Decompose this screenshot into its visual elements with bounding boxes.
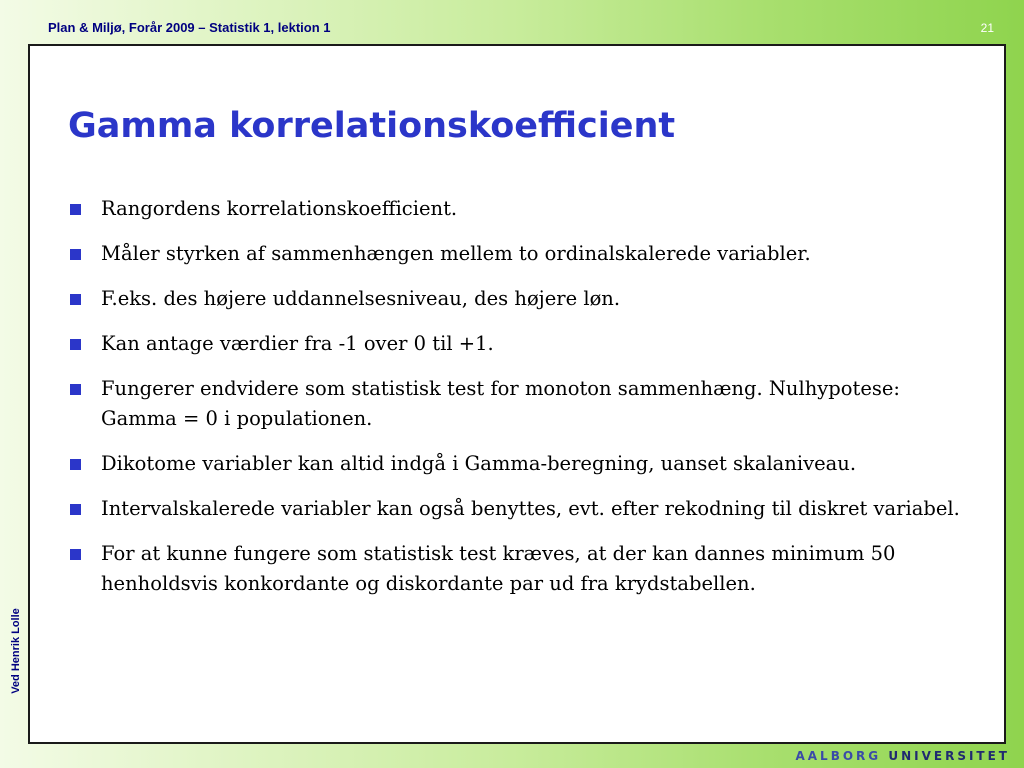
bullet-text: Fungerer endvidere som statistisk test for monoton sammenhæng. Nulhypotese: Gamma = 0 i populationen. (101, 377, 900, 430)
bullet-item (70, 374, 980, 434)
bullet-list (70, 194, 980, 614)
bullet-text: Dikotome variabler kan altid indgå i Gamma-beregning, uanset skalaniveau. (101, 452, 857, 475)
square-bullet-icon (70, 504, 81, 515)
square-bullet-icon (70, 384, 81, 395)
square-bullet-icon (70, 549, 81, 560)
square-bullet-icon (70, 249, 81, 260)
bullet-text: For at kunne fungere som statistisk test kræves, at der kan dannes minimum 50 henholdsvis konkordante og diskordante par ud fra krydstabellen. (101, 542, 896, 595)
square-bullet-icon (70, 339, 81, 350)
bullet-text: Rangordens korrelationskoefficient. (101, 197, 458, 220)
bullet-item (70, 329, 980, 359)
square-bullet-icon (70, 294, 81, 305)
course-title: Plan & Miljø, Forår 2009 – Statistik 1, lektion 1 (48, 20, 331, 35)
slide-content-frame (28, 44, 1006, 744)
logo-aalborg-text: AALBORG (795, 749, 882, 763)
bullet-item (70, 284, 980, 314)
bullet-text: Intervalskalerede variabler kan også benyttes, evt. efter rekodning til diskret variabel. (101, 497, 960, 520)
bullet-item (70, 239, 980, 269)
bullet-item (70, 539, 980, 599)
bullet-item (70, 494, 980, 524)
slide-title: Gamma korrelationskoefficient (68, 106, 676, 146)
bullet-text: Kan antage værdier fra -1 over 0 til +1. (101, 332, 494, 355)
square-bullet-icon (70, 459, 81, 470)
page-number: 21 (980, 21, 994, 35)
bullet-text: F.eks. des højere uddannelsesniveau, des højere løn. (101, 287, 621, 310)
bullet-item (70, 449, 980, 479)
square-bullet-icon (70, 204, 81, 215)
bullet-item (70, 194, 980, 224)
slide-header (0, 0, 1024, 44)
bullet-text: Måler styrken af sammenhængen mellem to ordinalskalerede variabler. (101, 242, 811, 265)
university-logo (760, 748, 1010, 764)
logo-universitet-text: UNIVERSITET (888, 749, 1010, 763)
author-credit: Ved Henrik Lolle (10, 608, 22, 694)
